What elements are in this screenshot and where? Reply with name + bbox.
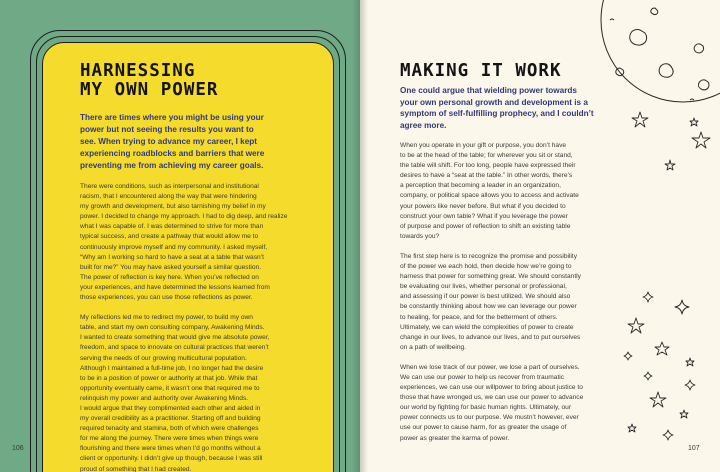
body-line: on a path of wellbeing.	[400, 343, 466, 351]
body-line: those that have wronged us, we can use our power to advance	[400, 394, 584, 402]
body-line: When we lose track of our power, we lose a part of ourselves.	[400, 363, 580, 371]
body-line: be constantly thinking about how we can leverage our power	[400, 303, 577, 311]
body-line: Ultimately, we can wield the complexities of power to create	[400, 323, 574, 331]
body-line: relinquish my power and authority over Awakening Minds.	[80, 394, 249, 402]
body-line: your experiences, and have determined the lessons learned from	[80, 283, 270, 291]
body-line: We can use our power to help us recover from traumatic	[400, 373, 565, 381]
body-line: There were conditions, such as interpersonal and institutional	[80, 183, 259, 190]
lead-line: power but not seeing the results you want to	[80, 125, 254, 134]
right-page-number: 107	[688, 445, 700, 452]
moon-crater-icon	[630, 30, 647, 46]
left-heading-line-2: MY OWN POWER	[80, 80, 219, 100]
body-line: I would argue that they complimented each other and aided in	[80, 404, 261, 412]
body-line: towards you?	[400, 232, 440, 240]
body-line: proud of something that I had created.	[80, 465, 192, 472]
body-line: to healing, for peace, and for the betterment of others.	[400, 313, 558, 321]
left-page-number: 106	[12, 445, 24, 452]
body-line: The power of reflection is key here. When you’ve reflected on	[80, 273, 259, 281]
body-line: of the power we each hold, then decide how we’re going to	[400, 263, 572, 271]
body-line: your powers like never before. But what if you decided to	[400, 202, 566, 210]
star-icon	[655, 342, 669, 355]
star-icon	[628, 318, 644, 333]
body-line: client or opportunity. I didn’t give up though, because I was still	[80, 455, 263, 463]
body-line: harness that power for something great. We should constantly	[400, 273, 581, 281]
lead-line: your own personal growth and development is a	[400, 97, 588, 107]
body-line: When you operate in your gift or purpose, you don’t have	[400, 142, 567, 149]
star-icon	[665, 160, 675, 170]
body-line: table, and start my own consulting company, Awakening Minds.	[80, 324, 265, 332]
body-line: Although I maintained a full-time job, I no longer had the desire	[80, 364, 264, 372]
body-line: company, or political space allows you to access and activate	[400, 192, 579, 200]
lead-line: One could argue that wielding power towards	[400, 86, 577, 95]
star-icon	[692, 132, 710, 148]
body-line: opportunity eventually came, it wasn’t one that required me to	[80, 384, 260, 392]
star-icon	[650, 392, 666, 407]
moon-crater-icon	[698, 80, 709, 90]
body-line: to be in a position of power or authority at that job. While that	[80, 374, 258, 382]
body-line: freedom, and space to innovate on cultural practices that weren’t	[80, 344, 269, 352]
body-line: and assessing if our power is best utilized. We should also	[400, 293, 571, 301]
body-line: typical success, and create a pathway that would allow me to	[80, 233, 259, 241]
left-heading-line-1: HARNESSING	[80, 61, 196, 81]
moon-crater-icon	[694, 44, 703, 53]
body-line: built for me?” You may have asked yourself a similar question.	[80, 263, 262, 271]
body-line: my growth and development, but also tarnishing my belief in my	[80, 203, 266, 211]
body-line: My reflections led me to redirect my power, to build my own	[80, 314, 253, 322]
body-line: be evaluating our lives, whether personal or professional,	[400, 283, 567, 291]
body-line: I wanted to create something that would give me absolute power,	[80, 334, 270, 342]
body-line: required tenacity and stamina, both of which were challenges	[80, 425, 259, 433]
moon-crater-icon	[610, 19, 614, 20]
body-line: the table will shift. For too long, people have expressed their	[400, 162, 576, 170]
lead-line: There are times where you might be using your	[80, 113, 264, 122]
sparkle-icon	[643, 292, 653, 302]
body-line: power connects us to our purpose. We mustn’t however, ever	[400, 414, 579, 422]
body-line: to be at the head of the table; for wherever you sit or stand,	[400, 152, 573, 160]
body-line: change in our lives, to advance our lives, and to put ourselves	[400, 333, 581, 341]
body-line: “Why am I working so hard to have a seat at a table that wasn’t	[80, 253, 264, 261]
body-line: experiences, we can use our willpower to bring about justice to	[400, 384, 583, 392]
body-line: flourishing and there were times when I’d go months without a	[80, 445, 261, 453]
star-icon	[680, 410, 688, 418]
body-line: a perception that becoming a leader in an organization,	[400, 182, 561, 190]
body-line: what I was capable of. I was determined to strive for more than	[80, 223, 264, 231]
lead-line: preventing me from achieving my career goals.	[80, 161, 264, 170]
star-field	[624, 112, 710, 440]
lead-line: symptom of self-fulfilling prophecy, and I couldn’t	[400, 109, 594, 118]
star-icon	[686, 358, 694, 366]
body-line: The first step here is to recognize the promise and possibility	[400, 252, 578, 260]
sparkle-icon	[644, 372, 652, 380]
sparkle-icon	[675, 300, 689, 314]
moon-crater-icon	[651, 8, 658, 15]
lead-line: see. When trying to advance my career, I kept	[80, 137, 258, 146]
moon-crater-icon	[659, 64, 673, 78]
star-icon	[632, 112, 648, 127]
star-icon	[628, 424, 636, 432]
body-line: of purpose and power of reflection to shift an existing table	[400, 222, 571, 230]
sparkle-icon	[685, 380, 695, 390]
body-line: serving the needs of our growing multicultural population.	[80, 354, 247, 362]
body-line: our world by fighting for basic human rights. Ultimately, our	[400, 404, 572, 412]
body-line: power as greater the karma of power.	[400, 434, 510, 442]
body-line: construct your own table? What if you leverage the power	[400, 212, 568, 220]
lead-line: agree more.	[400, 120, 447, 130]
moon-illustration	[601, 0, 720, 102]
body-line: racism, that I encountered along the way that were hindering	[80, 193, 257, 201]
body-line: use our power to cause harm, for as greater the usage of	[400, 424, 567, 432]
body-line: my overall credibility as a practitioner. Starting off and building	[80, 415, 261, 423]
body-line: those experiences, you can use those reflections as power.	[80, 294, 253, 302]
sparkle-icon	[624, 352, 632, 360]
sparkle-icon	[663, 430, 673, 440]
star-icon	[690, 118, 698, 126]
lead-line: experiencing roadblocks and barriers that were	[80, 149, 265, 158]
body-line: power. I decided to change my approach. I had to dig deep, and realize	[80, 213, 288, 221]
body-line: for me along the journey. There were times when things were	[80, 435, 259, 443]
body-line: desires to have a “seat at the table.” In other words, there’s	[400, 172, 573, 180]
moon-crater-icon	[690, 99, 694, 100]
body-line: continuously improve myself and my community. I asked myself,	[80, 243, 268, 251]
right-page-heading: MAKING IT WORK	[400, 61, 562, 81]
